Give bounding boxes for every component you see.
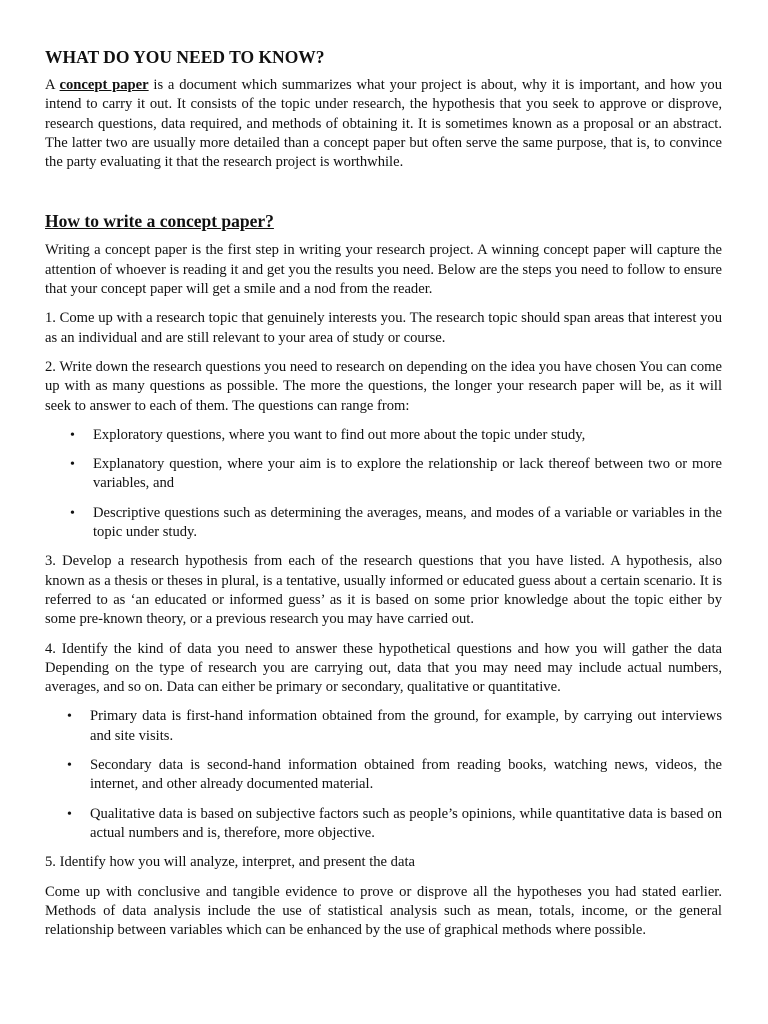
paragraph-step-1: 1. Come up with a research topic that genuinely interests you. The research topic should span areas that interest you as an individual and are still relevant to your area of study or course.: [45, 310, 722, 346]
paragraph-step-3: 3. Develop a research hypothesis from each of the research questions that you have listed. A hypothesis, also known as a thesis or theses in plural, is a tentative, usually informed or educated guess about a certain scenario. It is referred to as ‘an educated or informed guess’ as it is based on some prior knowledge about the topic either by some pre-known theory, or a previous research you may have carried out.: [45, 553, 722, 628]
list-item-text: Primary data is first-hand information obtained from the ground, for example, by carrying out interviews and site visits.: [90, 708, 722, 744]
section-heading: How to write a concept paper?: [45, 211, 274, 232]
list-item-text: Descriptive questions such as determining the averages, means, and modes of a variable or variables in the topic under study.: [93, 504, 722, 541]
paragraph-step-5: 5. Identify how you will analyze, interpret, and present the data: [45, 854, 415, 871]
paragraph-conclusion: Come up with conclusive and tangible evidence to prove or disprove all the hypotheses you had stated earlier. Methods of data analysis include the use of statistical analysis such as mean, totals, income, or the general relationship between variables which can be enhanced by the use of graphical methods where possible.: [45, 883, 722, 939]
paragraph-step-2: 2. Write down the research questions you need to research on depending on the idea you have chosen You can come up with as many questions as possible. The more the questions, the longer your research paper will be, as it will seek to answer to each of them. The questions can range from:: [45, 358, 722, 414]
list-item-text: Explanatory question, where your aim is to explore the relationship or lack thereof between two or more variables, and: [93, 456, 722, 492]
list-item-text: Exploratory questions, where you want to find out more about the topic under study,: [93, 426, 586, 443]
question-types-list: [45, 426, 722, 542]
concept-paper-term: concept paper: [59, 77, 149, 93]
paragraph-step-4: 4. Identify the kind of data you need to answer these hypothetical questions and how you will gather the data Depending on the type of research you are carrying out, data that you may need may include actual numbers, averages, and so on. Data can either be primary or secondary, qualitative or quantitative.: [45, 640, 722, 696]
bullet-icon: •: [67, 758, 72, 774]
list-item: [45, 455, 722, 494]
bullet-icon: •: [67, 709, 72, 725]
intro-rest: is a document which summarizes what your project is about, why it is important, and how you intend to carry it out. It consists of the topic under research, the hypothesis that you seek to approve or disprove, research questions, data required, and methods of obtaining it. It is sometimes known as a proposal or an abstract. The latter two are usually more detailed than a concept paper but often serve the same purpose, that is, to convince the party evaluating it that the research project is worthwhile.: [45, 77, 722, 171]
intro-lead: A: [45, 77, 60, 93]
list-item: [45, 504, 722, 543]
paragraph-overview: Writing a concept paper is the first step in writing your research project. A winning concept paper will capture the attention of whoever is reading it and get you the results you need. Below are the steps you need to follow to ensure that your concept paper will get a smile and a nod from the reader.: [45, 242, 722, 298]
list-item: [45, 756, 722, 795]
data-types-list: [45, 707, 722, 843]
list-item-text: Secondary data is second-hand information obtained from reading books, watching news, videos, the internet, and other already documented material.: [90, 757, 722, 793]
page-title: WHAT DO YOU NEED TO KNOW?: [45, 47, 325, 67]
list-item: [45, 707, 722, 746]
bullet-icon: •: [70, 457, 75, 473]
list-item: [45, 426, 722, 445]
list-item-text: Qualitative data is based on subjective factors such as people’s opinions, while quantitative data is based on actual numbers and is, therefore, more objective.: [90, 805, 722, 841]
bullet-icon: •: [70, 505, 75, 521]
bullet-icon: •: [70, 427, 75, 443]
document-page: [45, 46, 722, 950]
bullet-icon: •: [67, 806, 72, 822]
intro-paragraph: [45, 76, 722, 172]
list-item: [45, 805, 722, 844]
